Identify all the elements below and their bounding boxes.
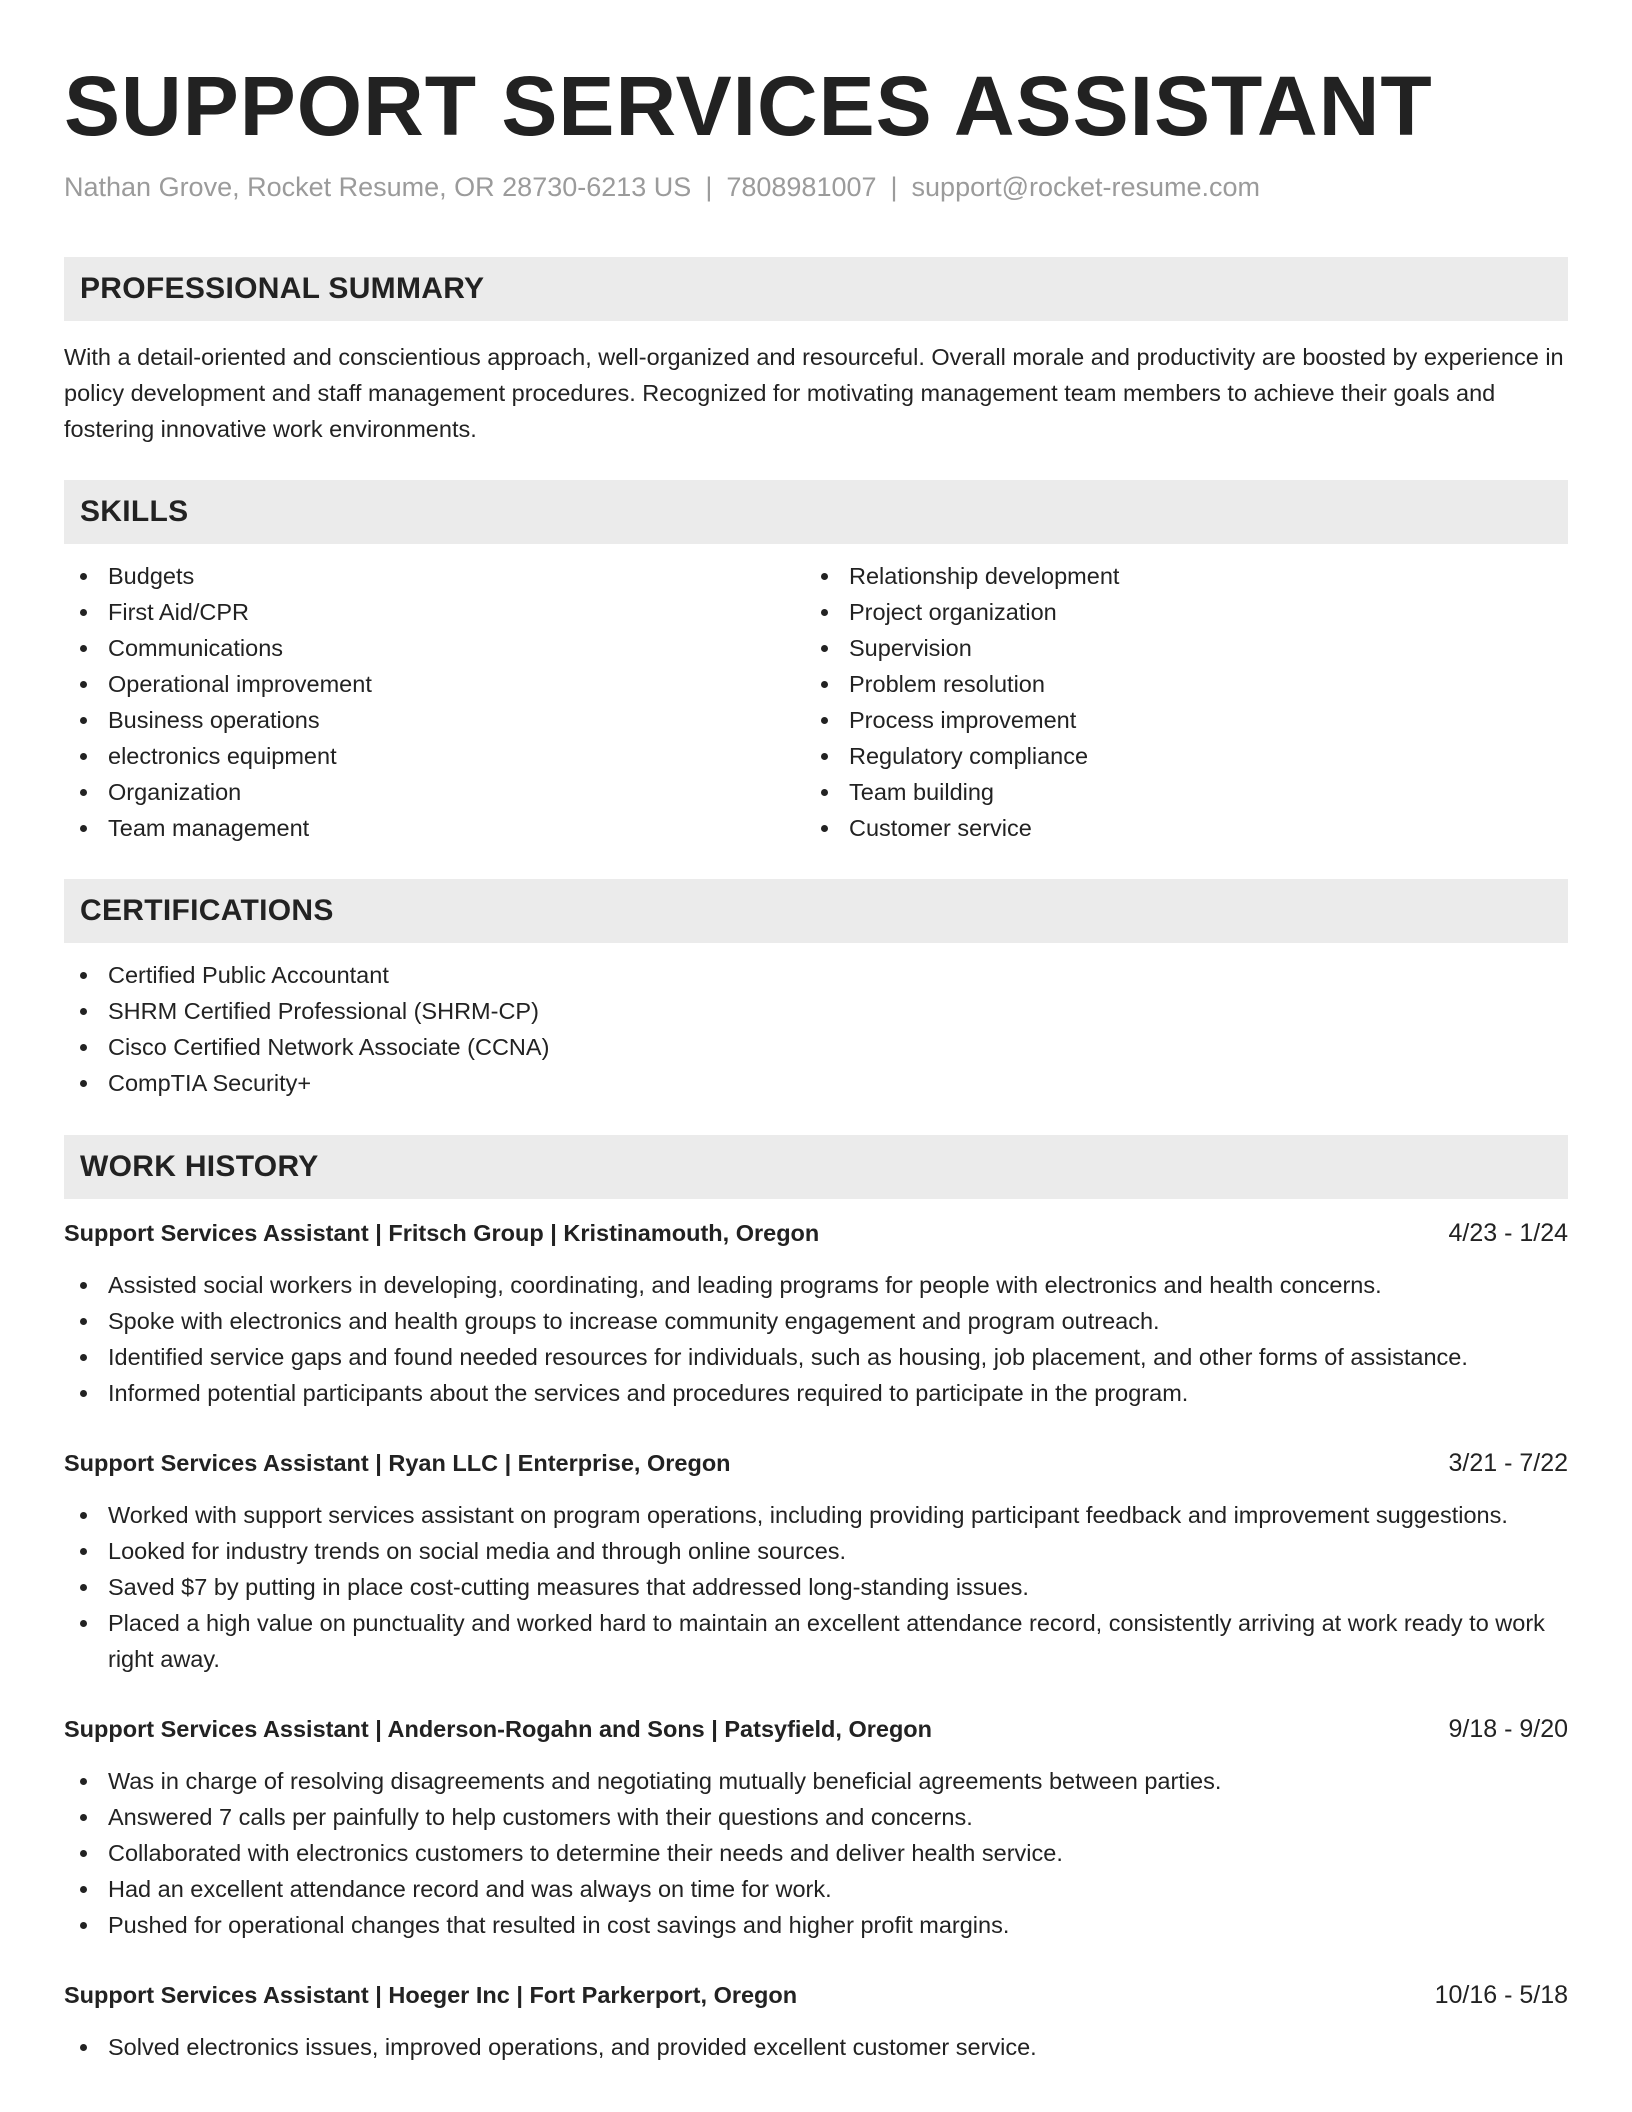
skill-item: Business operations: [64, 702, 805, 738]
job-title: Support Services Assistant | Fritsch Group | Kristinamouth, Oregon: [64, 1220, 820, 1246]
contact-phone: 7808981007: [726, 172, 877, 202]
skill-item: electronics equipment: [64, 738, 805, 774]
job-dates: 9/18 - 9/20: [1448, 1715, 1568, 1743]
certification-item: Cisco Certified Network Associate (CCNA): [64, 1029, 1568, 1065]
job-bullets: [64, 1267, 1568, 1411]
certification-item: SHRM Certified Professional (SHRM-CP): [64, 993, 1568, 1029]
job-bullet: Collaborated with electronics customers to determine their needs and deliver health service.: [64, 1835, 1568, 1871]
contact-separator: |: [705, 172, 713, 202]
certification-item: CompTIA Security+: [64, 1065, 1568, 1101]
certifications-list: [64, 957, 1568, 1101]
job-dates: 4/23 - 1/24: [1448, 1219, 1568, 1247]
job-bullets: [64, 2029, 1568, 2065]
skill-item: Customer service: [805, 810, 1546, 846]
job-bullet: Looked for industry trends on social media and through online sources.: [64, 1533, 1568, 1569]
skill-item: Problem resolution: [805, 666, 1546, 702]
section-heading-work-history: WORK HISTORY: [64, 1135, 1568, 1199]
job-bullet: Assisted social workers in developing, coordinating, and leading programs for people with electronics and health concerns.: [64, 1267, 1568, 1303]
skill-item: First Aid/CPR: [64, 594, 805, 630]
summary-text: With a detail-oriented and conscientious approach, well-organized and resourceful. Overall morale and productivity are boosted by experience in policy development and staff management procedures. Recognized for motivating management team members to achieve their goals and fostering innovative work environments.: [64, 344, 1564, 442]
job-title: Support Services Assistant | Hoeger Inc | Fort Parkerport, Oregon: [64, 1982, 798, 2008]
job-bullets: [64, 1763, 1568, 1943]
skill-item: Supervision: [805, 630, 1546, 666]
skills-column-right: [805, 558, 1546, 846]
resume-page: [64, 0, 1568, 2065]
job-title: Support Services Assistant | Ryan LLC | Enterprise, Oregon: [64, 1450, 731, 1476]
job-bullet: Worked with support services assistant on program operations, including providing participant feedback and improvement suggestions.: [64, 1497, 1568, 1533]
job-bullet: Solved electronics issues, improved operations, and provided excellent customer service.: [64, 2029, 1568, 2065]
skill-item: Operational improvement: [64, 666, 805, 702]
job-bullet: Saved $7 by putting in place cost-cutting measures that addressed long-standing issues.: [64, 1569, 1568, 1605]
job-bullets: [64, 1497, 1568, 1677]
job-dates: 3/21 - 7/22: [1448, 1449, 1568, 1477]
job-header: [64, 1445, 1568, 1481]
contact-separator: |: [890, 172, 898, 202]
skill-item: Team management: [64, 810, 805, 846]
job-bullet: Spoke with electronics and health groups to increase community engagement and program outreach.: [64, 1303, 1568, 1339]
skill-item: Organization: [64, 774, 805, 810]
section-heading-skills: SKILLS: [64, 480, 1568, 544]
skill-item: Budgets: [64, 558, 805, 594]
job-bullet: Informed potential participants about the services and procedures required to participate in the program.: [64, 1375, 1568, 1411]
skill-item: Communications: [64, 630, 805, 666]
section-heading-certifications: CERTIFICATIONS: [64, 879, 1568, 943]
section-heading-summary: PROFESSIONAL SUMMARY: [64, 257, 1568, 321]
job-header: [64, 1711, 1568, 1747]
contact-address: Nathan Grove, Rocket Resume, OR 28730-6213 US: [64, 172, 692, 202]
job-bullet: Had an excellent attendance record and was always on time for work.: [64, 1871, 1568, 1907]
certification-item: Certified Public Accountant: [64, 957, 1568, 993]
job-bullet: Placed a high value on punctuality and worked hard to maintain an excellent attendance record, consistently arriving at work ready to work right away.: [64, 1605, 1568, 1677]
job-dates: 10/16 - 5/18: [1434, 1981, 1568, 2009]
job-bullet: Was in charge of resolving disagreements and negotiating mutually beneficial agreements between parties.: [64, 1763, 1568, 1799]
job-bullet: Answered 7 calls per painfully to help customers with their questions and concerns.: [64, 1799, 1568, 1835]
skills-grid: [64, 558, 1568, 846]
contact-line: [64, 170, 1568, 204]
resume-title: SUPPORT SERVICES ASSISTANT: [64, 59, 1433, 153]
skill-item: Relationship development: [805, 558, 1546, 594]
skill-item: Process improvement: [805, 702, 1546, 738]
skill-item: Team building: [805, 774, 1546, 810]
contact-email: support@rocket-resume.com: [911, 172, 1261, 202]
job-bullet: Identified service gaps and found needed resources for individuals, such as housing, job placement, and other forms of assistance.: [64, 1339, 1568, 1375]
skill-item: Regulatory compliance: [805, 738, 1546, 774]
skill-item: Project organization: [805, 594, 1546, 630]
job-header: [64, 1977, 1568, 2013]
skills-column-left: [64, 558, 805, 846]
job-title: Support Services Assistant | Anderson-Rogahn and Sons | Patsyfield, Oregon: [64, 1716, 933, 1742]
job-header: [64, 1215, 1568, 1251]
job-bullet: Pushed for operational changes that resulted in cost savings and higher profit margins.: [64, 1907, 1568, 1943]
